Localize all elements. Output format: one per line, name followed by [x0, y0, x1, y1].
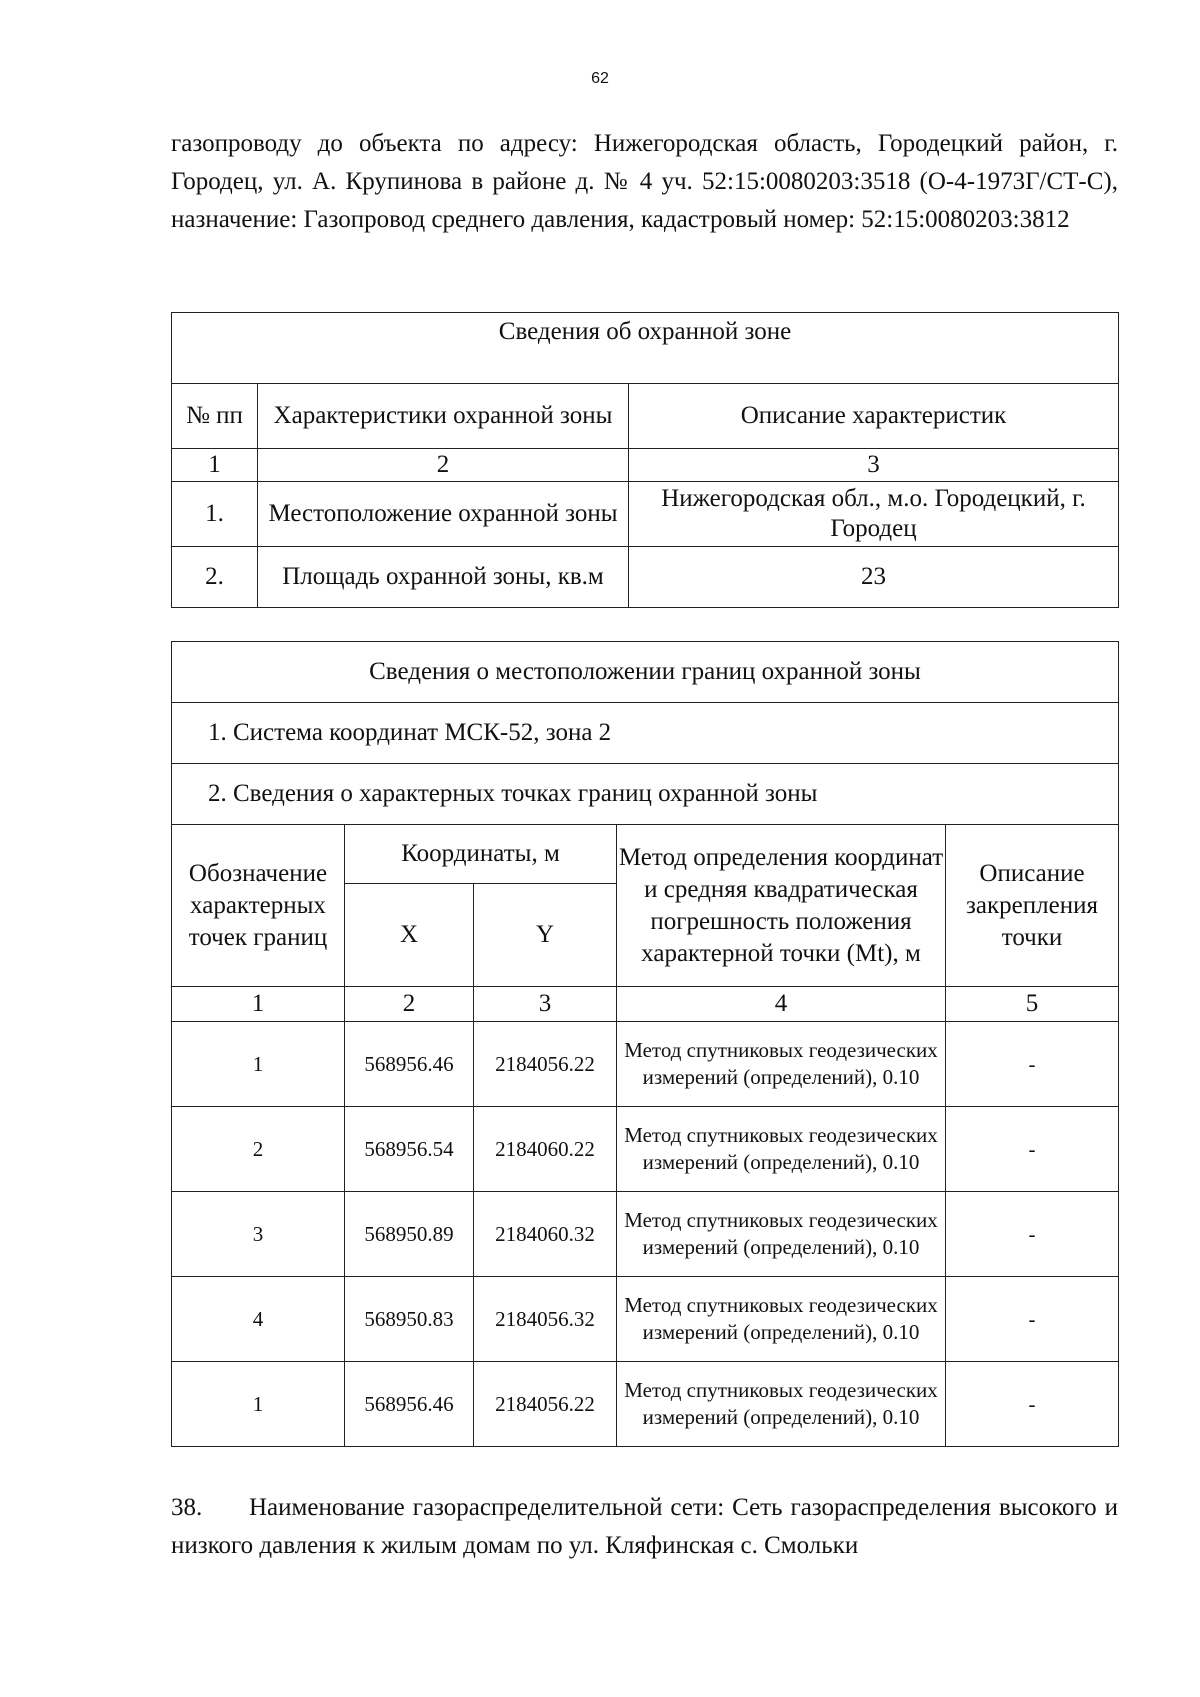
header-fixing: Описание закрепления точки — [946, 825, 1119, 987]
header-coordinates: Координаты, м — [345, 825, 617, 884]
point-method: Метод спутниковых геодезических измерений (определений), 0.10 — [617, 1277, 946, 1362]
point-method: Метод спутниковых геодезических измерений (определений), 0.10 — [617, 1022, 946, 1107]
zone-table-title: Сведения об охранной зоне — [172, 313, 1119, 384]
row-description: Нижегородская обл., м.о. Городецкий, г. Городец — [629, 482, 1119, 547]
row-description: 23 — [629, 547, 1119, 608]
point-id: 4 — [172, 1277, 345, 1362]
header-y: Y — [474, 884, 617, 987]
next-item-paragraph — [171, 1489, 1118, 1565]
header-description: Описание характеристик — [629, 384, 1119, 449]
point-id: 3 — [172, 1192, 345, 1277]
table-row — [172, 1192, 1119, 1277]
point-fixing: - — [946, 1277, 1119, 1362]
point-id: 2 — [172, 1107, 345, 1192]
table-row — [172, 1277, 1119, 1362]
point-method: Метод спутниковых геодезических измерений (определений), 0.10 — [617, 1107, 946, 1192]
column-number: 2 — [258, 449, 629, 482]
point-x: 568956.46 — [345, 1022, 474, 1107]
boundary-points-table — [171, 641, 1119, 1447]
point-x: 568956.46 — [345, 1362, 474, 1447]
header-method: Метод определения координат и средняя квадратическая погрешность положения характерной точки (Mt), м — [617, 825, 946, 987]
point-fixing: - — [946, 1022, 1119, 1107]
column-number: 1 — [172, 987, 345, 1022]
intro-paragraph: газопроводу до объекта по адресу: Нижегородская область, Городецкий район, г. Городец, ул. А. Крупинова в районе д. № 4 уч. 52:15:0080203:3518 (О-4-1973Г/СТ-С), назначение: Газопровод среднего давления, кадастровый номер: 52:15:0080203:3812 — [171, 130, 1118, 233]
point-id: 1 — [172, 1022, 345, 1107]
point-x: 568956.54 — [345, 1107, 474, 1192]
table-row — [172, 1362, 1119, 1447]
header-x: X — [345, 884, 474, 987]
point-fixing: - — [946, 1107, 1119, 1192]
header-num: № пп — [172, 384, 258, 449]
column-number: 5 — [946, 987, 1119, 1022]
table-row — [172, 1107, 1119, 1192]
table-row — [172, 1022, 1119, 1107]
point-y: 2184060.22 — [474, 1107, 617, 1192]
item-number: 38. — [171, 1494, 203, 1521]
row-characteristic: Площадь охранной зоны, кв.м — [258, 547, 629, 608]
page-number: 62 — [591, 70, 609, 87]
item-text: Наименование газораспределительной сети: Сеть газораспределения высокого и низкого давления к жилым домам по ул. Кляфинская с. Смольки — [171, 1494, 1118, 1559]
point-fixing: - — [946, 1362, 1119, 1447]
point-x: 568950.89 — [345, 1192, 474, 1277]
row-characteristic: Местоположение охранной зоны — [258, 482, 629, 547]
coordinate-system: 1. Система координат МСК-52, зона 2 — [172, 703, 1119, 764]
protection-zone-table — [171, 312, 1119, 608]
column-number: 4 — [617, 987, 946, 1022]
table-row — [172, 482, 1119, 547]
point-y: 2184056.22 — [474, 1362, 617, 1447]
table-row — [172, 547, 1119, 608]
point-method: Метод спутниковых геодезических измерений (определений), 0.10 — [617, 1362, 946, 1447]
point-method: Метод спутниковых геодезических измерений (определений), 0.10 — [617, 1192, 946, 1277]
points-caption: 2. Сведения о характерных точках границ охранной зоны — [172, 764, 1119, 825]
column-number: 1 — [172, 449, 258, 482]
header-characteristic: Характеристики охранной зоны — [258, 384, 629, 449]
column-number: 3 — [629, 449, 1119, 482]
point-id: 1 — [172, 1362, 345, 1447]
point-y: 2184056.22 — [474, 1022, 617, 1107]
point-y: 2184056.32 — [474, 1277, 617, 1362]
row-num: 1. — [172, 482, 258, 547]
point-fixing: - — [946, 1192, 1119, 1277]
point-x: 568950.83 — [345, 1277, 474, 1362]
column-number: 3 — [474, 987, 617, 1022]
boundary-table-title: Сведения о местоположении границ охранной зоны — [172, 642, 1119, 703]
point-y: 2184060.32 — [474, 1192, 617, 1277]
row-num: 2. — [172, 547, 258, 608]
column-number: 2 — [345, 987, 474, 1022]
header-designation: Обозначение характерных точек границ — [172, 825, 345, 987]
